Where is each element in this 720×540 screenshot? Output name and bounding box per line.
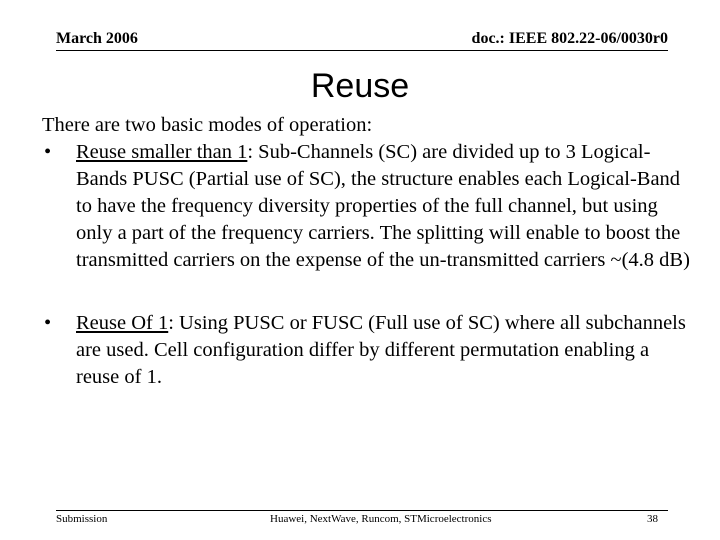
bullet-text: : Sub-Channels (SC) are divided up to 3 Logical-Bands PUSC (Partial use of SC), the structure enables each Logical-Band to have the frequency diversity properties of the full channel, but using only a part of the frequency carriers. The splitting will enable to boost the transmitted carriers on the expense of the un-transmitted carriers ~(4.8 dB) — [76, 141, 690, 271]
header-doc-id: doc.: IEEE 802.22-06/0030r0 — [471, 30, 668, 47]
bullet-mark: • — [44, 312, 52, 334]
bullet-reuse-of-1 — [42, 310, 690, 391]
bullet-term: Reuse Of 1 — [76, 312, 169, 334]
intro-text: There are two basic modes of operation: — [42, 114, 373, 136]
footer-authors: Huawei, NextWave, Runcom, STMicroelectronics — [270, 513, 492, 525]
bullet-term: Reuse smaller than 1 — [76, 141, 248, 163]
bullet-reuse-smaller-than-1 — [42, 139, 690, 274]
slide-body — [42, 112, 690, 391]
footer-divider — [56, 510, 668, 511]
slide-title: Reuse — [310, 67, 410, 105]
bullet-text: : Using PUSC or FUSC (Full use of SC) where all subchannels are used. Cell configuration differ by different permutation enabling a reuse of 1. — [76, 312, 686, 388]
bullet-list — [42, 139, 690, 391]
footer-page-number: 38 — [647, 513, 658, 525]
header-divider — [56, 50, 668, 51]
bullet-mark: • — [44, 141, 52, 163]
footer-submission: Submission — [56, 513, 108, 525]
header-date: March 2006 — [56, 30, 138, 47]
